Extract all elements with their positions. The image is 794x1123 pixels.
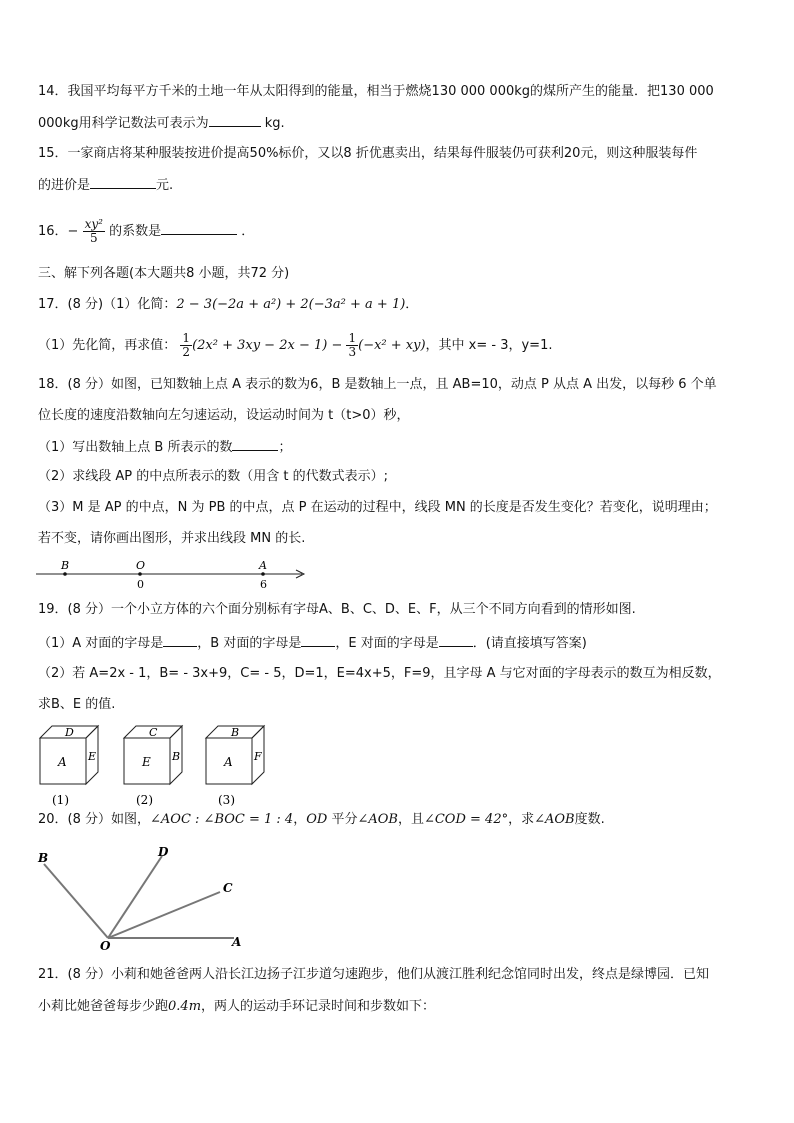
answer-blank <box>232 438 278 451</box>
answer-blank-a <box>163 634 197 647</box>
label-a: A <box>259 559 267 572</box>
answer-blank <box>209 114 261 127</box>
q19-line1: 19．(8 分）一个小立方体的六个面分别标有字母A、B、C、D、E、F，从三个不同方向看到的情形如图. <box>38 602 636 617</box>
cube-2-front-label: E <box>142 755 151 769</box>
point-b-dot <box>63 572 67 576</box>
q17-line1: 17．(8 分)（1）化简：2 − 3(−2a + a²) + 2(−3a² + a + 1)． <box>38 297 419 312</box>
cube-3-front-label: A <box>224 755 233 769</box>
label-o: O <box>100 939 111 952</box>
label-a: A <box>232 935 242 949</box>
cube-1-front-label: A <box>58 755 67 769</box>
q14-line1: 14．我国平均每平方千米的土地一年从太阳得到的能量，相当于燃烧130 000 000kg的煤所产生的能量．把130 000 <box>38 84 714 99</box>
cube-1-top-label: D <box>65 726 74 739</box>
q18-line5: （3）M 是 AP 的中点，N 为 PB 的中点，点 P 在运动的过程中，线段 MN 的长度是否发生变化？若变化，说明理由； <box>38 500 717 515</box>
label-d: D <box>158 845 169 859</box>
ray-oc <box>108 892 220 938</box>
section-heading: 三、解下列各题(本大题共8 小题，共72 分) <box>38 266 290 281</box>
q18-line2: 位长度的速度沿数轴向左匀速运动，设运动时间为 t（t>0）秒， <box>38 408 410 423</box>
label-o: O <box>136 559 146 572</box>
q17-line2: （1）先化简，再求值： $\frac{1}{2}$ (2x² + 3xy − 2x − 1) − $\frac{1}{3}$ (−x² + xy)，其中 x= - 3，y=1. <box>38 331 553 359</box>
q15-line1: 15．一家商店将某种服装按进价提高50%标价，又以8 折优惠卖出，结果每件服装仍可获利20元，则这种服装每件 <box>38 146 698 161</box>
fraction-half: $\frac{1}{2}$ <box>182 331 191 359</box>
q21-line2: 小莉比她爸爸每步少跑0.4m，两人的运动手环记录时间和步数如下： <box>38 999 436 1014</box>
q18-line3: （1）写出数轴上点 B 所表示的数 ； <box>38 440 292 455</box>
point-a-dot <box>261 572 265 576</box>
number-line-figure <box>34 556 314 592</box>
answer-blank <box>90 176 156 189</box>
q19-line2: （1）A 对面的字母是 ，B 对面的字母是 ，E 对面的字母是 ．(请直接填写答案) <box>38 636 587 651</box>
cube-1 <box>40 726 98 806</box>
cube-3-side-label: F <box>254 750 262 763</box>
q19-line3: （2）若 A=2x - 1，B= - 3x+9，C= - 5，D=1，E=4x+5，F=9，且字母 A 与它对面的字母表示的数互为相反数， <box>38 666 721 681</box>
fraction-third: $\frac{1}{3}$ <box>348 331 357 359</box>
q18-line4: （2）求线段 AP 的中点所表示的数（用含 t 的代数式表示）; <box>38 469 389 484</box>
cube-1-caption: (1) <box>52 793 69 806</box>
q16-fraction: $\frac{\text{xy²}}{5}$ <box>84 217 103 245</box>
cube-2-side-label: B <box>172 750 181 763</box>
cubes-figure <box>36 722 276 806</box>
cube-3 <box>206 726 264 806</box>
cube-2 <box>124 726 182 806</box>
q21-line1: 21．(8 分）小莉和她爸爸两人沿长江边扬子江步道匀速跑步，他们从渡江胜利纪念馆同时出发，终点是绿博园．已知 <box>38 967 710 982</box>
q18-line6: 若不变，请你画出图形，并求出线段 MN 的长. <box>38 531 306 546</box>
label-c: C <box>223 881 233 895</box>
answer-blank-e <box>439 634 473 647</box>
answer-blank-b <box>301 634 335 647</box>
ray-od <box>108 856 162 938</box>
q19-line4: 求B、E 的值. <box>38 697 116 712</box>
ray-ob <box>44 864 108 938</box>
angle-figure <box>34 842 254 952</box>
point-o-dot <box>138 572 142 576</box>
tick-label-0: 0 <box>137 578 144 591</box>
cube-3-top-label: B <box>231 726 240 739</box>
q14-line2: 000kg用科学记数法可表示为 kg. <box>38 116 285 131</box>
cube-2-caption: (2) <box>136 793 153 806</box>
cube-1-side-label: E <box>88 750 97 763</box>
q18-line1: 18．(8 分）如图，已知数轴上点 A 表示的数为6，B 是数轴上一点，且 AB=10，动点 P 从点 A 出发，以每秒 6 个单 <box>38 377 717 392</box>
q15-line2: 的进价是 元. <box>38 178 174 193</box>
answer-blank <box>161 222 237 235</box>
q16: 16．− $\frac{\text{xy²}}{5}$ 的系数是 ． <box>38 217 255 245</box>
label-b: B <box>38 851 49 865</box>
tick-label-6: 6 <box>260 578 267 591</box>
label-b: B <box>61 559 70 572</box>
cube-3-caption: (3) <box>218 793 235 806</box>
q20-line1: 20．(8 分）如图，∠AOC : ∠BOC = 1 : 4，OD 平分∠AOB，且∠COD = 42°，求∠AOB度数. <box>38 812 605 827</box>
cube-2-top-label: C <box>149 726 158 739</box>
